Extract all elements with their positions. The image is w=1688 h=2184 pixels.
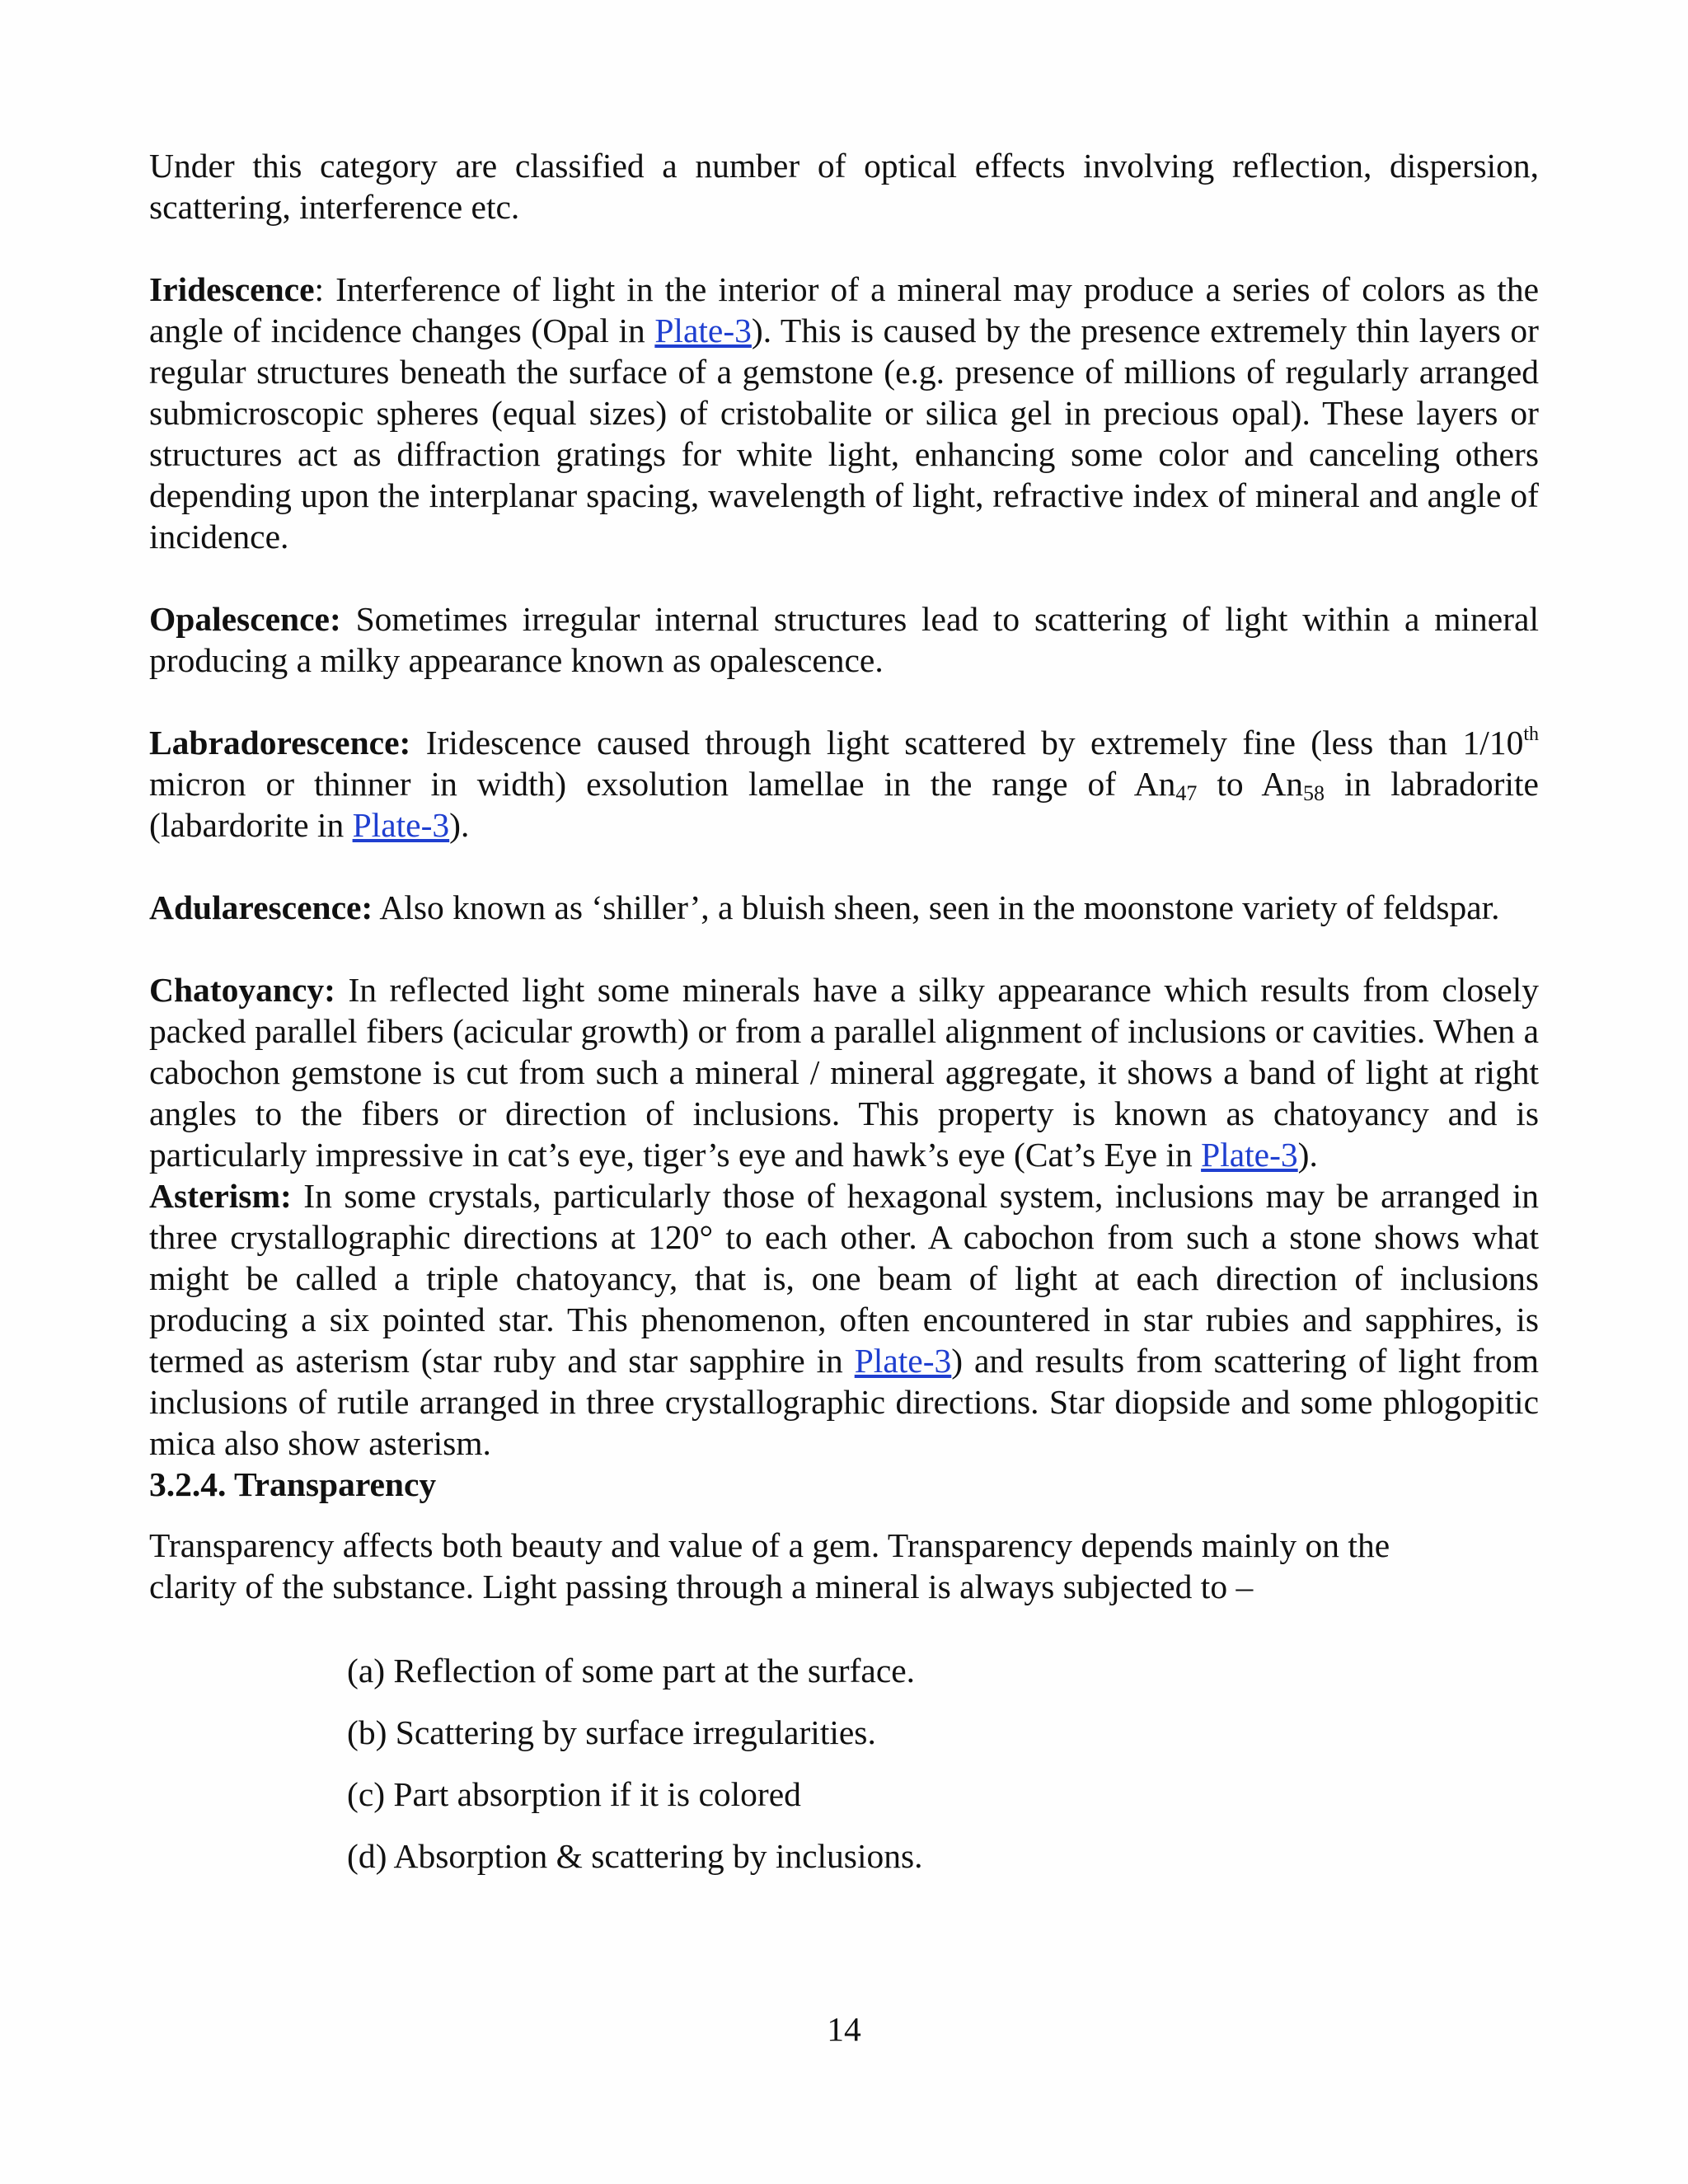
transparency-heading: 3.2.4. Transparency xyxy=(149,1465,437,1503)
labradorescence-paragraph xyxy=(149,722,1539,846)
chatoyancy-paragraph xyxy=(149,969,1539,1175)
adularescence-text: Also known as ‘shiller’, a bluish sheen, seen in the moonstone variety of feldspar. xyxy=(373,888,1500,926)
list-item: (b) Scattering by surface irregularities. xyxy=(347,1713,876,1751)
adularescence-paragraph xyxy=(149,887,1539,928)
iridescence-term: Iridescence xyxy=(149,270,315,308)
asterism-text-b: ) and results from scattering of light from inclusions of rutile arranged in three crystallographic directions. Star diopside and some phlogopitic mica also show asterism. xyxy=(149,1342,1539,1462)
chatoyancy-text-a: In reflected light some minerals have a silky appearance which results from closely packed parallel fibers (acicular growth) or from a parallel alignment of inclusions or cavities. When a cabochon gemstone is cut from such a mineral / mineral aggregate, it shows a band of light at right angles to the fibers or direction of inclusions. This property is known as chatoyancy and is particularly impressive in cat’s eye, tiger’s eye and hawk’s eye (Cat’s Eye in xyxy=(149,971,1539,1174)
plate-3-link-asterism[interactable]: Plate-3 xyxy=(854,1342,952,1380)
transparency-intro-line-2: clarity of the substance. Light passing through a mineral is always subjected to – xyxy=(149,1568,1254,1605)
labradorescence-text-a: Iridescence caused through light scattered by extremely fine (less than 1/10 xyxy=(410,724,1524,762)
labradorescence-text-c: to An xyxy=(1197,765,1304,803)
opalescence-text: Sometimes irregular internal structures lead to scattering of light within a mineral producing a milky appearance known as opalescence. xyxy=(149,600,1539,679)
asterism-paragraph xyxy=(149,1175,1539,1464)
iridescence-separator: : xyxy=(314,270,336,308)
labradorescence-term: Labradorescence: xyxy=(149,724,411,762)
list-item: (d) Absorption & scattering by inclusions. xyxy=(347,1837,923,1875)
superscript-th: th xyxy=(1523,724,1539,745)
transparency-list xyxy=(149,1650,1539,1877)
chatoyancy-text-b: ). xyxy=(1297,1136,1318,1174)
opalescence-term: Opalescence: xyxy=(149,600,341,638)
labradorescence-text-e: ). xyxy=(449,806,470,844)
list-item: (a) Reflection of some part at the surface. xyxy=(347,1652,916,1690)
subscript-58: 58 xyxy=(1303,781,1325,805)
plate-3-link-iridescence[interactable]: Plate-3 xyxy=(654,312,752,349)
asterism-term: Asterism: xyxy=(149,1177,292,1215)
plate-3-link-labradorescence[interactable]: Plate-3 xyxy=(352,806,450,844)
opalescence-paragraph xyxy=(149,598,1539,681)
transparency-intro-line-1: Transparency affects both beauty and value of a gem. Transparency depends mainly on the xyxy=(149,1526,1390,1564)
list-item: (c) Part absorption if it is colored xyxy=(347,1775,801,1813)
subscript-47: 47 xyxy=(1175,781,1198,805)
transparency-intro xyxy=(149,1525,1539,1607)
labradorescence-text-b: micron or thinner in width) exsolution lamellae in the range of An xyxy=(149,765,1176,803)
iridescence-paragraph xyxy=(149,269,1539,557)
iridescence-text-a: Interference of light in the interior of a mineral may produce a series of colors as the angle of incidence changes (Opal in xyxy=(149,270,1539,349)
page-number: 14 xyxy=(827,2010,861,2048)
iridescence-text-b: ). This is caused by the presence extremely thin layers or regular structures beneath the surface of a gemstone (e.g. presence of millions of regularly arranged submicroscopic spheres (equal sizes) of cristobalite or silica gel in precious opal). These layers or structures act as diffraction gratings for white light, enhancing some color and canceling others depending upon the interplanar spacing, wavelength of light, refractive index of mineral and angle of incidence. xyxy=(149,312,1539,555)
labradorescence-text-d: in labradorite (labardorite in xyxy=(149,765,1539,844)
asterism-text-a: In some crystals, particularly those of hexagonal system, inclusions may be arranged in three crystallographic directions at 120° to each other. A cabochon from such a stone shows what might be called a triple chatoyancy, that is, one beam of light at each direction of inclusions producing a six pointed star. This phenomenon, often encountered in star rubies and sapphires, is termed as asterism (star ruby and star sapphire in xyxy=(149,1177,1539,1380)
adularescence-term: Adularescence: xyxy=(149,888,373,926)
document-page xyxy=(149,145,1539,1897)
plate-3-link-chatoyancy[interactable]: Plate-3 xyxy=(1201,1136,1298,1174)
intro-paragraph: Under this category are classified a number of optical effects involving reflection, dispersion, scattering, interference etc. xyxy=(149,147,1539,226)
chatoyancy-term: Chatoyancy: xyxy=(149,971,335,1009)
